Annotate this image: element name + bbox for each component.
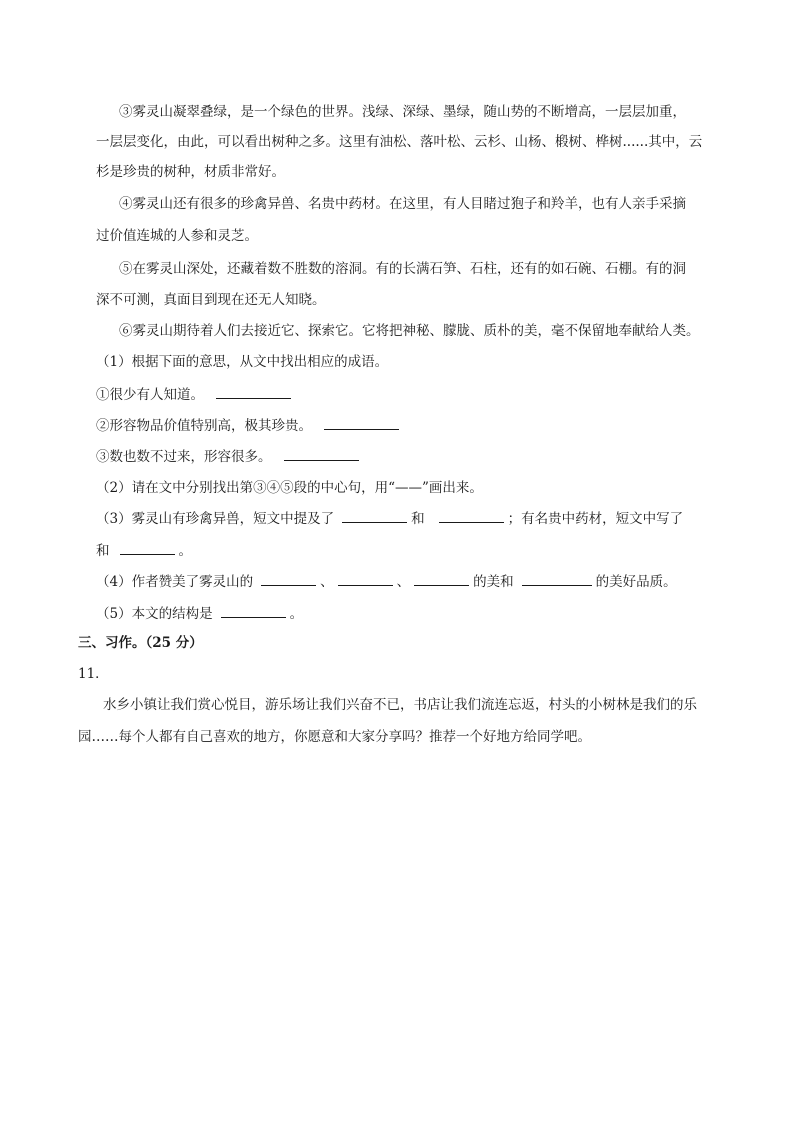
- question-4-text-2: 的美和: [473, 574, 514, 590]
- question-11-number: 11．: [78, 666, 109, 682]
- question-3-text-4: 和: [96, 543, 110, 559]
- paragraph-4-line-1: ④雾灵山还有很多的珍禽异兽、名贵中药材。在这里，有人目睹过狍子和羚羊，也有人亲手采摘: [119, 196, 686, 212]
- question-1-item-3: [96, 446, 726, 467]
- paragraph-4-line-2: 过价值连城的人参和灵芝。: [96, 228, 258, 244]
- question-3-line-2: [96, 540, 726, 561]
- question-1-item-2-text: ②形容物品价值特别高，极其珍贵。: [96, 418, 312, 434]
- answer-blank[interactable]: [522, 571, 592, 586]
- answer-blank[interactable]: [221, 603, 286, 618]
- question-2: （2）请在文中分别找出第③④⑤段的中心句，用“——”画出来。: [96, 480, 483, 496]
- question-4-sep-2: 、: [396, 574, 411, 590]
- section-3-heading: 三、习作。（25 分）: [78, 635, 203, 651]
- question-1-prompt: （1）根据下面的意思，从文中找出相应的成语。: [96, 354, 389, 370]
- question-3-text-2: 和: [411, 511, 425, 527]
- answer-blank[interactable]: [261, 571, 316, 586]
- answer-blank[interactable]: [439, 508, 504, 523]
- question-1-item-1-text: ①很少有人知道。: [96, 387, 204, 403]
- question-5: [96, 603, 726, 624]
- answer-blank[interactable]: [338, 571, 393, 586]
- question-1-item-3-text: ③数也数不过来，形容很多。: [96, 449, 272, 465]
- paragraph-3-line-2: 一层层变化，由此，可以看出树种之多。这里有油松、落叶松、云杉、山杨、椴树、桦树......其中，云: [96, 134, 703, 150]
- question-5-text-2: 。: [289, 606, 304, 622]
- answer-blank[interactable]: [216, 384, 291, 399]
- paragraph-3-line-3: 杉是珍贵的树种，材质非常好。: [96, 164, 285, 180]
- paragraph-5-line-1: ⑤在雾灵山深处，还藏着数不胜数的溶洞。有的长满石笋、石柱，还有的如石碗、石棚。有的洞: [119, 261, 686, 277]
- question-1-item-2: [96, 415, 726, 436]
- question-3-line-1: [96, 508, 726, 529]
- writing-prompt-line-1: 水乡小镇让我们赏心悦目，游乐场让我们兴奋不已，书店让我们流连忘返，村头的小树林是我们的乐: [103, 697, 697, 713]
- paragraph-5-line-2: 深不可测，真面目到现在还无人知晓。: [96, 292, 326, 308]
- question-3-text-5: 。: [178, 543, 192, 559]
- paragraph-6-line-1: ⑥雾灵山期待着人们去接近它、探索它。它将把神秘、朦胧、质朴的美，毫不保留地奉献给人类。: [119, 323, 700, 339]
- question-5-text-1: （5）本文的结构是: [96, 606, 213, 622]
- writing-prompt-line-2: 园……每个人都有自己喜欢的地方，你愿意和大家分享吗？推荐一个好地方给同学吧。: [78, 729, 591, 745]
- question-3-text-1: （3）雾灵山有珍禽异兽，短文中提及了: [96, 511, 335, 527]
- question-4-text-3: 的美好品质。: [595, 574, 677, 590]
- answer-blank[interactable]: [120, 540, 175, 555]
- question-4-text-1: （4）作者赞美了雾灵山的: [96, 574, 254, 590]
- answer-blank[interactable]: [414, 571, 469, 586]
- question-1-item-1: [96, 384, 726, 405]
- paragraph-3-line-1: ③雾灵山凝翠叠绿，是一个绿色的世界。浅绿、深绿、墨绿，随山势的不断增高，一层层加重，: [119, 104, 686, 120]
- answer-blank[interactable]: [342, 508, 407, 523]
- question-4-sep-1: 、: [320, 574, 334, 590]
- question-4: [96, 571, 726, 592]
- question-3-text-3: ；有名贵中药材，短文中写了: [507, 511, 684, 527]
- answer-blank[interactable]: [324, 415, 399, 430]
- answer-blank[interactable]: [284, 446, 359, 461]
